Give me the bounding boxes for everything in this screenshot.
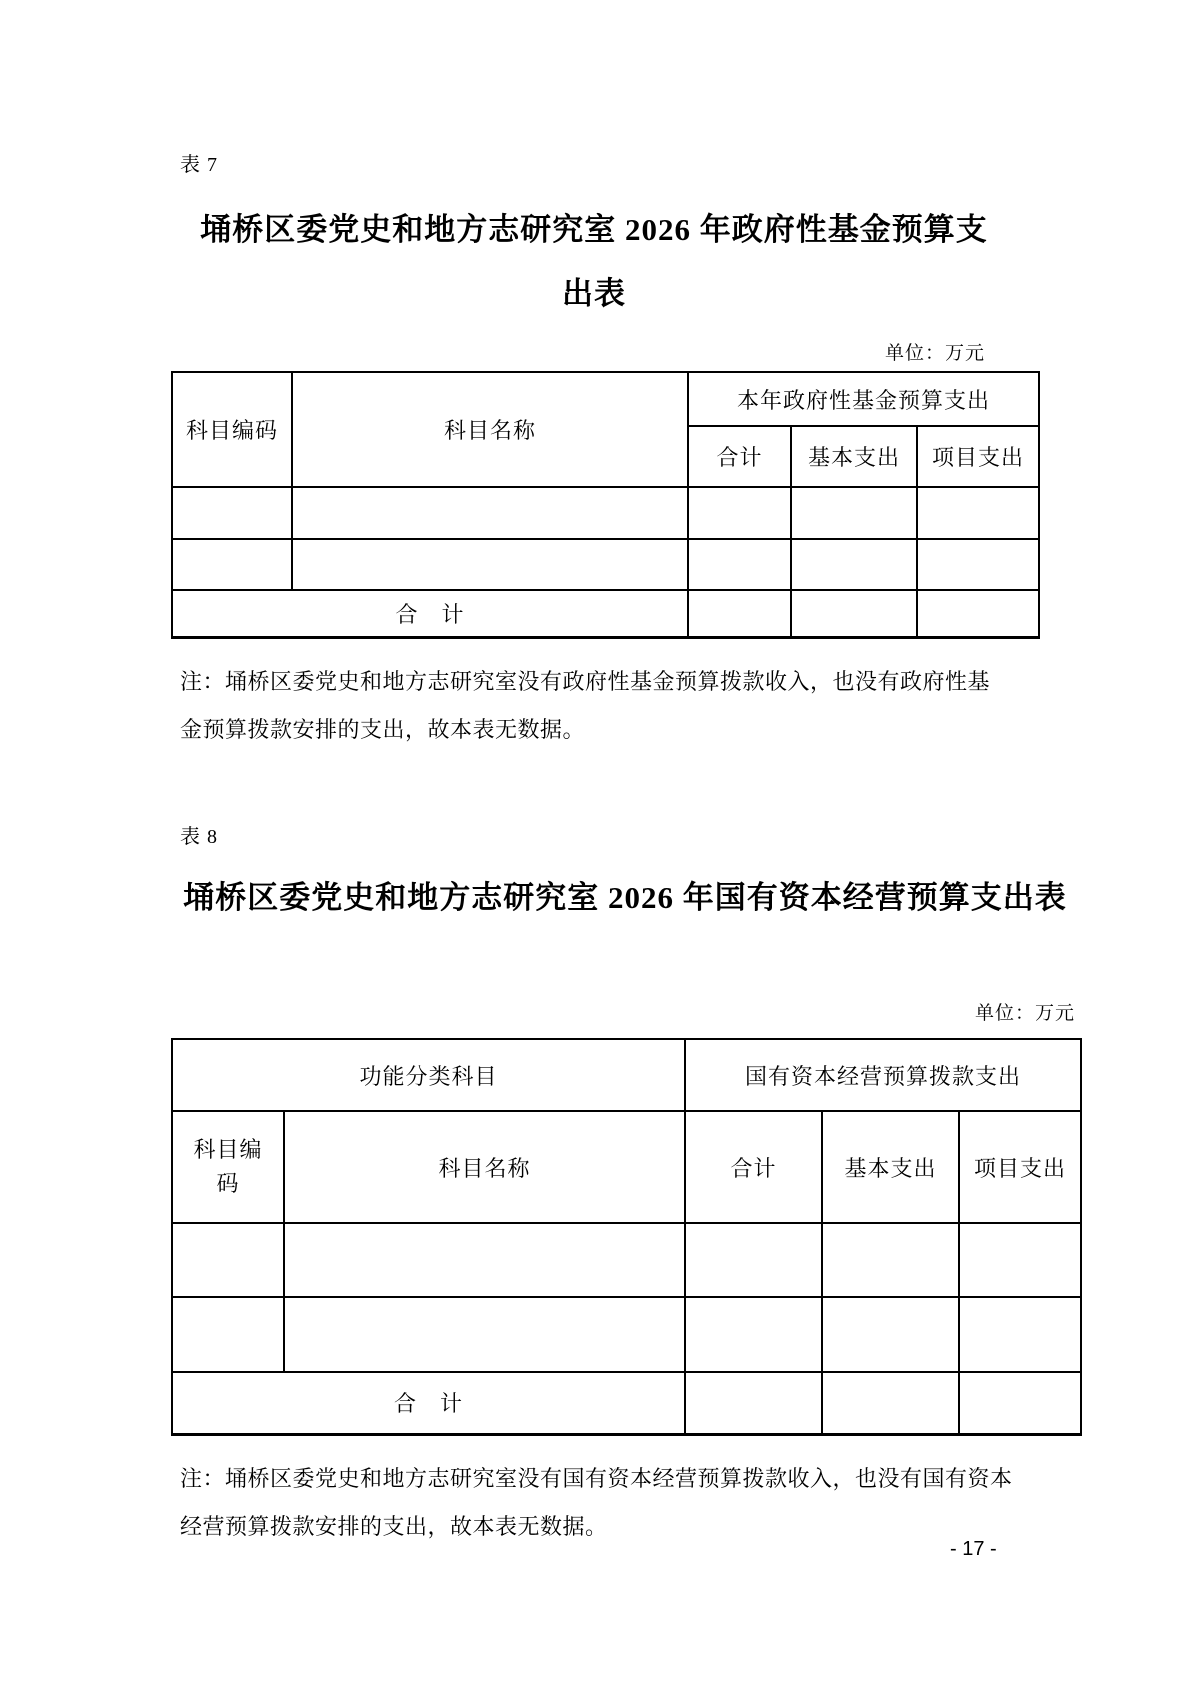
t7-header-span: 本年政府性基金预算支出 (688, 372, 1039, 426)
empty-cell (917, 590, 1039, 637)
empty-cell (685, 1297, 822, 1372)
t8-header-basic: 基本支出 (822, 1111, 959, 1223)
table7-unit-label: 单位：万元 (884, 343, 985, 364)
empty-cell (685, 1223, 822, 1297)
empty-cell (172, 1297, 284, 1372)
t8-header-project: 项目支出 (959, 1111, 1081, 1223)
empty-cell (688, 487, 791, 539)
empty-cell (822, 1372, 959, 1434)
t8-total-row (172, 1372, 1081, 1434)
empty-cell (959, 1297, 1081, 1372)
empty-cell (292, 539, 688, 590)
t8-header-subject-code-line2: 码 (216, 1171, 240, 1196)
t8-header-function-class: 功能分类科目 (172, 1039, 685, 1111)
empty-cell (685, 1372, 822, 1434)
empty-cell (688, 539, 791, 590)
state-capital-budget-table (171, 1038, 1082, 1436)
table7-title-line2: 出表 (562, 276, 626, 311)
t7-header-subject-code: 科目编码 (172, 372, 292, 487)
table7-label: 表 7 (180, 154, 218, 176)
empty-cell (917, 539, 1039, 590)
empty-cell (172, 539, 292, 590)
t7-header-total: 合计 (688, 426, 791, 487)
table7-title (160, 198, 1028, 326)
empty-cell (791, 590, 917, 637)
empty-cell (791, 487, 917, 539)
t8-header-total: 合计 (685, 1111, 822, 1223)
empty-cell (917, 487, 1039, 539)
empty-cell (822, 1297, 959, 1372)
t8-header-subject-name: 科目名称 (284, 1111, 685, 1223)
t7-empty-row-1 (172, 487, 1039, 539)
empty-cell (284, 1297, 685, 1372)
gov-fund-budget-table (171, 371, 1040, 639)
table8-label: 表 8 (180, 826, 218, 848)
t7-header-project: 项目支出 (917, 426, 1039, 487)
t8-total-label: 合 计 (172, 1372, 685, 1434)
empty-cell (959, 1372, 1081, 1434)
table8-note-line2: 经营预算拨款安排的支出，故本表无数据。 (180, 1514, 608, 1539)
t8-header-span: 国有资本经营预算拨款支出 (685, 1039, 1081, 1111)
t8-header-subject-code (172, 1111, 284, 1223)
t7-empty-row-2 (172, 539, 1039, 590)
table7-note-line1: 注：埇桥区委党史和地方志研究室没有政府性基金预算拨款收入，也没有政府性基 (180, 669, 991, 694)
empty-cell (292, 487, 688, 539)
table8-unit-label: 单位：万元 (974, 1003, 1075, 1024)
page-number: - 17 - (950, 1538, 997, 1560)
t7-total-row (172, 590, 1039, 637)
t7-header-subject-name: 科目名称 (292, 372, 688, 487)
t7-header-basic: 基本支出 (791, 426, 917, 487)
empty-cell (172, 487, 292, 539)
t7-total-label: 合 计 (172, 590, 688, 637)
table7-title-line1: 埇桥区委党史和地方志研究室 2026 年政府性基金预算支 (200, 212, 988, 247)
empty-cell (959, 1223, 1081, 1297)
table8-note-line1: 注：埇桥区委党史和地方志研究室没有国有资本经营预算拨款收入，也没有国有资本 (180, 1466, 1013, 1491)
t8-header-subject-code-line1: 科目编 (193, 1137, 263, 1162)
empty-cell (791, 539, 917, 590)
empty-cell (284, 1223, 685, 1297)
empty-cell (688, 590, 791, 637)
table7-note-line2: 金预算拨款安排的支出，故本表无数据。 (180, 717, 586, 742)
empty-cell (822, 1223, 959, 1297)
t8-empty-row-2 (172, 1297, 1081, 1372)
empty-cell (172, 1223, 284, 1297)
table8-title: 埇桥区委党史和地方志研究室 2026 年国有资本经营预算支出表 (183, 880, 1067, 915)
t8-empty-row-1 (172, 1223, 1081, 1297)
